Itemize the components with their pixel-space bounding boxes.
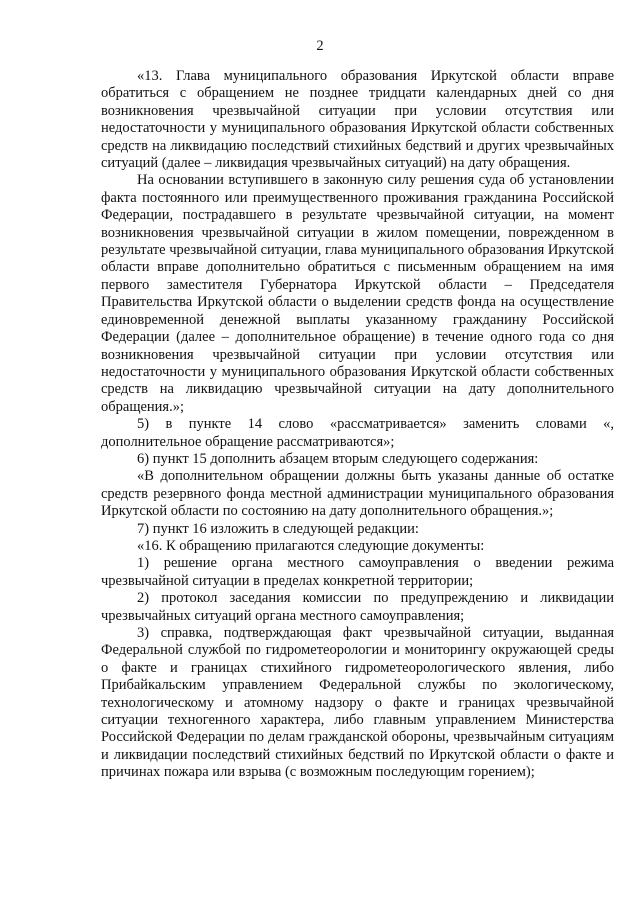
paragraph-amendment-5: 5) в пункте 14 слово «рассматривается» заменить словами «, дополнительное обращение рассматриваются»; xyxy=(101,416,614,450)
paragraph-item-16: «16. К обращению прилагаются следующие документы: xyxy=(137,537,485,554)
paragraph-item-13: «13. Глава муниципального образования Иркутской области вправе обратиться с обращением не позднее тридцати календарных дней со дня возникновения чрезвычайной ситуации при условии отсутствия или недостаточности у муниципального образования Иркутской области собственных средств на ликвидацию последствий стихийных бедствий и других чрезвычайных ситуаций (далее – ликвидация чрезвычайных ситуаций) на дату обращения. xyxy=(101,68,614,172)
paragraph-amendment-6: 6) пункт 15 дополнить абзацем вторым следующего содержания: xyxy=(137,450,539,467)
paragraph-additional-appeal: На основании вступившего в законную силу решения суда об установлении факта постоянного или преимущественного проживания гражданина Российской Федерации, пострадавшего в результате чрезвычайной ситуации, на момент возникновения чрезвычайной ситуации в жилом помещении, поврежденном в результате чрезвычайной ситуации, глава муниципального образования Иркутской области вправе дополнительно обратиться с письменным обращением на имя первого заместителя Губернатора Иркутской области – Председателя Правительства Иркутской области о выделении средств фонда на осуществление единовременной денежной выплаты указанному гражданину Российской Федерации (далее – дополнительное обращение) в течение одного года со дня возникновения чрезвычайной ситуации при условии отсутствия или недостаточности у муниципального образования Иркутской области собственных средств на ликвидацию чрезвычайной ситуации на дату дополнительного обращения.»; xyxy=(101,172,614,415)
list-item-3: 3) справка, подтверждающая факт чрезвычайной ситуации, выданная Федеральной службой по гидрометеорологии и мониторингу окружающей среды о факте и границах стихийного гидрометеорологического явления, либо Прибайкальским управлением Федеральной службы по экологическому, технологическому и атомному надзору о факте и границах чрезвычайной ситуации техногенного характера, либо главным управлением Министерства Российской Федерации по делам гражданской обороны, чрезвычайным ситуациям и ликвидации последствий стихийных бедствий по Иркутской области о факте и причинах пожара или взрыва (с возможным последующим горением); xyxy=(101,625,614,781)
document-body xyxy=(101,68,614,782)
paragraph-amendment-6-text: «В дополнительном обращении должны быть указаны данные об остатке средств резервного фонда местной администрации муниципального образования Иркутской области по состоянию на дату дополнительного обращения.»; xyxy=(101,468,614,520)
paragraph-amendment-7: 7) пункт 16 изложить в следующей редакции: xyxy=(137,520,419,537)
list-item-2: 2) протокол заседания комиссии по предупреждению и ликвидации чрезвычайных ситуаций органа местного самоуправления; xyxy=(101,590,614,624)
page-number: 2 xyxy=(316,38,324,54)
list-item-1: 1) решение органа местного самоуправления о введении режима чрезвычайной ситуации в пределах конкретной территории; xyxy=(101,555,614,589)
